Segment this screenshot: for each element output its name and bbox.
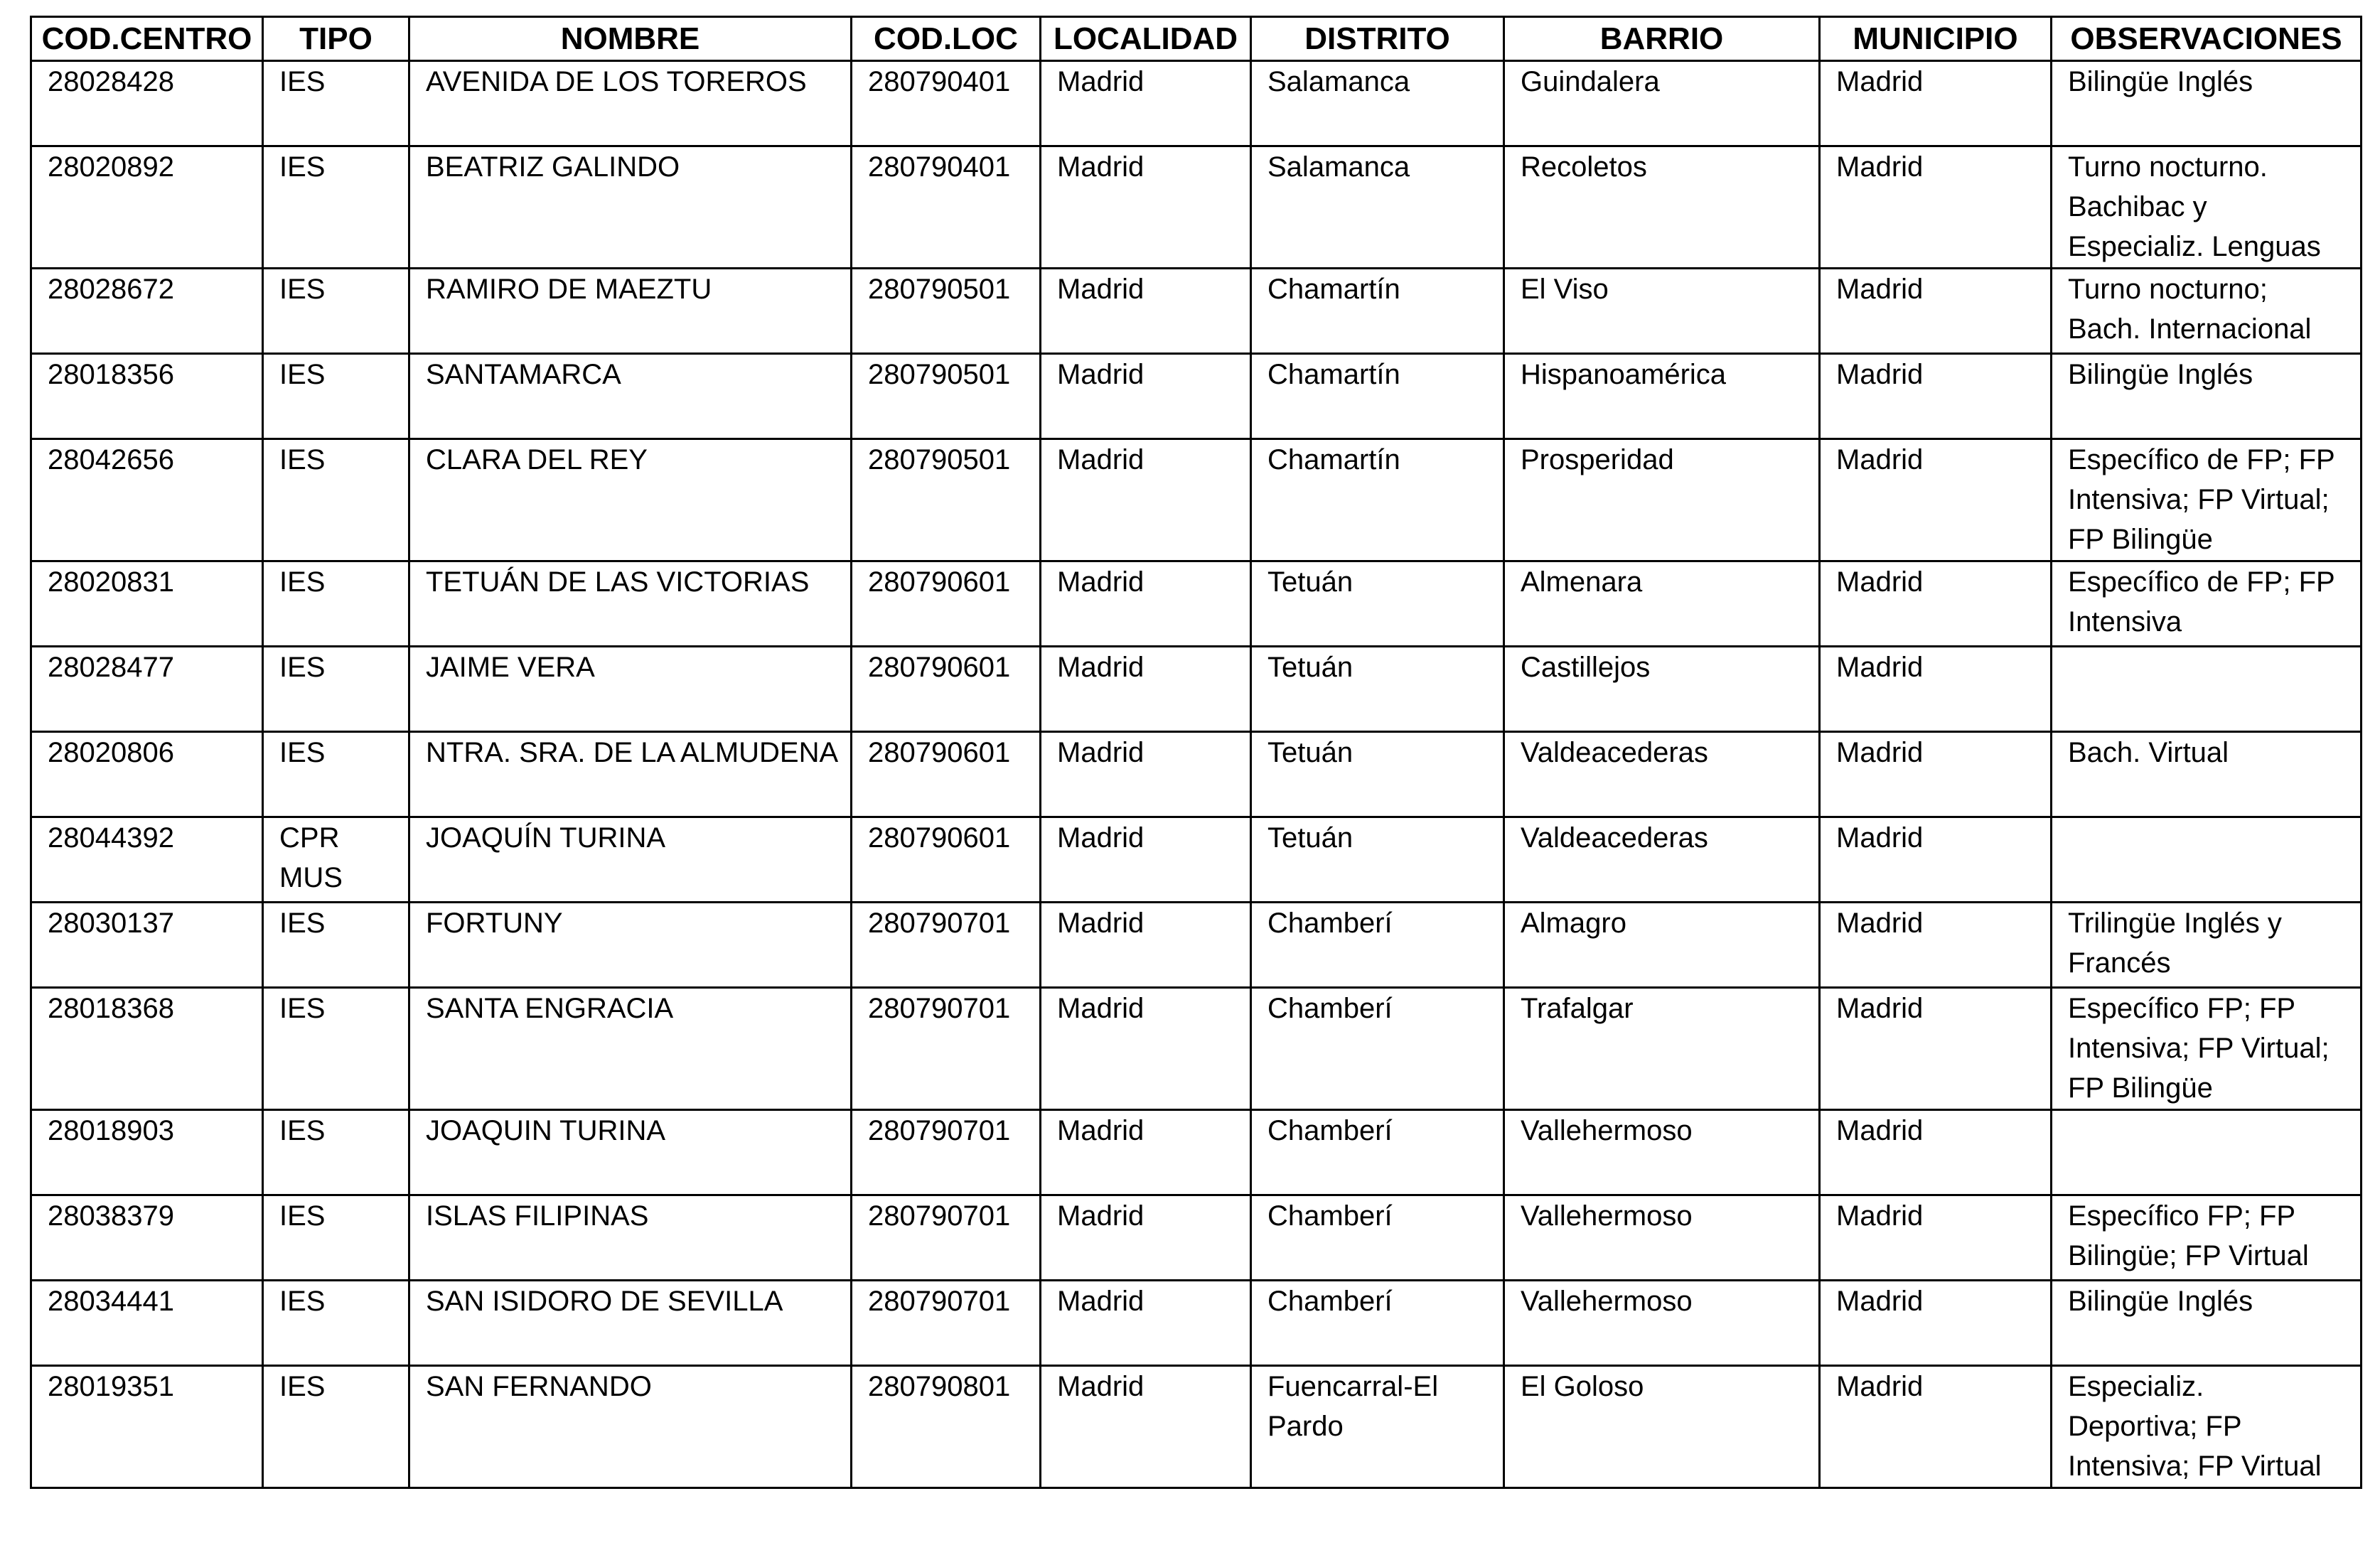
table-row — [31, 1281, 2362, 1366]
cell-tipo: IES — [263, 988, 409, 1110]
cell-municipio: Madrid — [1820, 146, 2052, 269]
cell-cod-centro: 28028477 — [31, 647, 263, 732]
header-tipo: TIPO — [263, 17, 409, 61]
cell-localidad: Madrid — [1041, 1366, 1251, 1488]
cell-barrio: Vallehermoso — [1504, 1281, 1820, 1366]
cell-tipo: IES — [263, 1366, 409, 1488]
cell-cod-loc: 280790601 — [852, 647, 1041, 732]
cell-distrito: Chamberí — [1251, 1195, 1504, 1281]
cell-localidad: Madrid — [1041, 988, 1251, 1110]
cell-tipo: CPR MUS — [263, 817, 409, 903]
cell-municipio: Madrid — [1820, 1281, 2052, 1366]
cell-observaciones: Específico de FP; FP Intensiva — [2052, 561, 2362, 647]
cell-tipo: IES — [263, 732, 409, 817]
cell-observaciones: Específico FP; FP Intensiva; FP Virtual; FP Bilingüe — [2052, 988, 2362, 1110]
cell-cod-loc: 280790701 — [852, 1195, 1041, 1281]
header-localidad: LOCALIDAD — [1041, 17, 1251, 61]
cell-distrito: Tetuán — [1251, 732, 1504, 817]
cell-observaciones: Turno nocturno. Bachibac y Especializ. Lenguas — [2052, 146, 2362, 269]
cell-localidad: Madrid — [1041, 1110, 1251, 1195]
cell-localidad: Madrid — [1041, 146, 1251, 269]
table-row — [31, 1195, 2362, 1281]
cell-distrito: Chamartín — [1251, 269, 1504, 354]
cell-nombre: JOAQUÍN TURINA — [409, 817, 852, 903]
cell-nombre: AVENIDA DE LOS TOREROS — [409, 61, 852, 146]
cell-cod-loc: 280790401 — [852, 146, 1041, 269]
header-barrio: BARRIO — [1504, 17, 1820, 61]
header-municipio: MUNICIPIO — [1820, 17, 2052, 61]
cell-cod-loc: 280790501 — [852, 439, 1041, 561]
cell-distrito: Chamartín — [1251, 439, 1504, 561]
cell-distrito: Salamanca — [1251, 61, 1504, 146]
cell-barrio: Trafalgar — [1504, 988, 1820, 1110]
header-cod-centro: COD.CENTRO — [31, 17, 263, 61]
cell-observaciones: Turno nocturno; Bach. Internacional — [2052, 269, 2362, 354]
cell-barrio: Almagro — [1504, 903, 1820, 988]
cell-distrito: Tetuán — [1251, 817, 1504, 903]
cell-cod-centro: 28019351 — [31, 1366, 263, 1488]
header-cod-loc: COD.LOC — [852, 17, 1041, 61]
cell-barrio: Almenara — [1504, 561, 1820, 647]
cell-distrito: Salamanca — [1251, 146, 1504, 269]
cell-localidad: Madrid — [1041, 61, 1251, 146]
table-row — [31, 817, 2362, 903]
cell-cod-centro: 28028672 — [31, 269, 263, 354]
cell-tipo: IES — [263, 1195, 409, 1281]
cell-observaciones: Específico FP; FP Bilingüe; FP Virtual — [2052, 1195, 2362, 1281]
cell-tipo: IES — [263, 647, 409, 732]
cell-cod-loc: 280790701 — [852, 1110, 1041, 1195]
cell-cod-loc: 280790601 — [852, 561, 1041, 647]
cell-nombre: RAMIRO DE MAEZTU — [409, 269, 852, 354]
cell-distrito: Fuencarral-El Pardo — [1251, 1366, 1504, 1488]
table-row — [31, 146, 2362, 269]
table-row — [31, 1110, 2362, 1195]
cell-observaciones: Especializ. Deportiva; FP Intensiva; FP Virtual — [2052, 1366, 2362, 1488]
cell-cod-loc: 280790601 — [852, 732, 1041, 817]
cell-observaciones: Bilingüe Inglés — [2052, 61, 2362, 146]
cell-barrio: El Viso — [1504, 269, 1820, 354]
cell-cod-centro: 28018356 — [31, 354, 263, 439]
cell-distrito: Tetuán — [1251, 647, 1504, 732]
cell-cod-loc: 280790501 — [852, 269, 1041, 354]
cell-cod-centro: 28028428 — [31, 61, 263, 146]
cell-nombre: JAIME VERA — [409, 647, 852, 732]
cell-tipo: IES — [263, 269, 409, 354]
cell-municipio: Madrid — [1820, 988, 2052, 1110]
cell-distrito: Chamberí — [1251, 903, 1504, 988]
cell-localidad: Madrid — [1041, 561, 1251, 647]
table-row — [31, 269, 2362, 354]
cell-cod-centro: 28018368 — [31, 988, 263, 1110]
cell-nombre: TETUÁN DE LAS VICTORIAS — [409, 561, 852, 647]
cell-cod-centro: 28042656 — [31, 439, 263, 561]
cell-nombre: JOAQUIN TURINA — [409, 1110, 852, 1195]
cell-distrito: Chamberí — [1251, 1110, 1504, 1195]
cell-municipio: Madrid — [1820, 903, 2052, 988]
cell-cod-centro: 28020806 — [31, 732, 263, 817]
header-distrito: DISTRITO — [1251, 17, 1504, 61]
cell-localidad: Madrid — [1041, 439, 1251, 561]
cell-distrito: Chamberí — [1251, 1281, 1504, 1366]
cell-localidad: Madrid — [1041, 903, 1251, 988]
cell-municipio: Madrid — [1820, 1195, 2052, 1281]
cell-cod-centro: 28034441 — [31, 1281, 263, 1366]
cell-cod-loc: 280790701 — [852, 903, 1041, 988]
cell-nombre: ISLAS FILIPINAS — [409, 1195, 852, 1281]
cell-nombre: SANTAMARCA — [409, 354, 852, 439]
cell-nombre: SAN FERNANDO — [409, 1366, 852, 1488]
cell-cod-loc: 280790701 — [852, 988, 1041, 1110]
cell-cod-loc: 280790701 — [852, 1281, 1041, 1366]
cell-tipo: IES — [263, 439, 409, 561]
cell-tipo: IES — [263, 1281, 409, 1366]
table-row — [31, 903, 2362, 988]
cell-observaciones: Bach. Virtual — [2052, 732, 2362, 817]
cell-barrio: Recoletos — [1504, 146, 1820, 269]
cell-tipo: IES — [263, 146, 409, 269]
cell-barrio: Vallehermoso — [1504, 1195, 1820, 1281]
cell-observaciones — [2052, 647, 2362, 732]
cell-distrito: Tetuán — [1251, 561, 1504, 647]
cell-municipio: Madrid — [1820, 1366, 2052, 1488]
cell-cod-centro: 28044392 — [31, 817, 263, 903]
table-row — [31, 561, 2362, 647]
header-row — [31, 17, 2362, 61]
cell-cod-loc: 280790801 — [852, 1366, 1041, 1488]
cell-localidad: Madrid — [1041, 817, 1251, 903]
cell-distrito: Chamberí — [1251, 988, 1504, 1110]
cell-cod-centro: 28020892 — [31, 146, 263, 269]
cell-nombre: SANTA ENGRACIA — [409, 988, 852, 1110]
cell-barrio: El Goloso — [1504, 1366, 1820, 1488]
table-row — [31, 732, 2362, 817]
cell-localidad: Madrid — [1041, 647, 1251, 732]
cell-observaciones: Bilingüe Inglés — [2052, 354, 2362, 439]
cell-barrio: Prosperidad — [1504, 439, 1820, 561]
cell-localidad: Madrid — [1041, 354, 1251, 439]
cell-nombre: SAN ISIDORO DE SEVILLA — [409, 1281, 852, 1366]
cell-tipo: IES — [263, 561, 409, 647]
cell-nombre: BEATRIZ GALINDO — [409, 146, 852, 269]
cell-localidad: Madrid — [1041, 732, 1251, 817]
cell-localidad: Madrid — [1041, 269, 1251, 354]
cell-distrito: Chamartín — [1251, 354, 1504, 439]
header-observaciones: OBSERVACIONES — [2052, 17, 2362, 61]
cell-cod-loc: 280790501 — [852, 354, 1041, 439]
cell-municipio: Madrid — [1820, 439, 2052, 561]
cell-nombre: NTRA. SRA. DE LA ALMUDENA — [409, 732, 852, 817]
cell-municipio: Madrid — [1820, 561, 2052, 647]
cell-tipo: IES — [263, 61, 409, 146]
cell-barrio: Valdeacederas — [1504, 732, 1820, 817]
cell-municipio: Madrid — [1820, 647, 2052, 732]
cell-observaciones — [2052, 1110, 2362, 1195]
cell-barrio: Hispanoamérica — [1504, 354, 1820, 439]
cell-tipo: IES — [263, 903, 409, 988]
cell-nombre: CLARA DEL REY — [409, 439, 852, 561]
cell-cod-loc: 280790601 — [852, 817, 1041, 903]
cell-tipo: IES — [263, 354, 409, 439]
cell-cod-centro: 28030137 — [31, 903, 263, 988]
header-nombre: NOMBRE — [409, 17, 852, 61]
table-row — [31, 61, 2362, 146]
cell-cod-centro: 28038379 — [31, 1195, 263, 1281]
cell-observaciones — [2052, 817, 2362, 903]
cell-barrio: Vallehermoso — [1504, 1110, 1820, 1195]
table-row — [31, 988, 2362, 1110]
cell-municipio: Madrid — [1820, 1110, 2052, 1195]
cell-cod-centro: 28018903 — [31, 1110, 263, 1195]
cell-tipo: IES — [263, 1110, 409, 1195]
cell-nombre: FORTUNY — [409, 903, 852, 988]
cell-municipio: Madrid — [1820, 732, 2052, 817]
cell-barrio: Guindalera — [1504, 61, 1820, 146]
table-row — [31, 1366, 2362, 1488]
table-row — [31, 647, 2362, 732]
cell-localidad: Madrid — [1041, 1281, 1251, 1366]
cell-cod-loc: 280790401 — [852, 61, 1041, 146]
cell-barrio: Castillejos — [1504, 647, 1820, 732]
cell-observaciones: Bilingüe Inglés — [2052, 1281, 2362, 1366]
cell-observaciones: Trilingüe Inglés y Francés — [2052, 903, 2362, 988]
cell-observaciones: Específico de FP; FP Intensiva; FP Virtual; FP Bilingüe — [2052, 439, 2362, 561]
table-row — [31, 354, 2362, 439]
table-row — [31, 439, 2362, 561]
schools-table — [30, 16, 2362, 1489]
cell-municipio: Madrid — [1820, 354, 2052, 439]
cell-localidad: Madrid — [1041, 1195, 1251, 1281]
cell-municipio: Madrid — [1820, 817, 2052, 903]
cell-municipio: Madrid — [1820, 61, 2052, 146]
cell-municipio: Madrid — [1820, 269, 2052, 354]
cell-cod-centro: 28020831 — [31, 561, 263, 647]
cell-barrio: Valdeacederas — [1504, 817, 1820, 903]
